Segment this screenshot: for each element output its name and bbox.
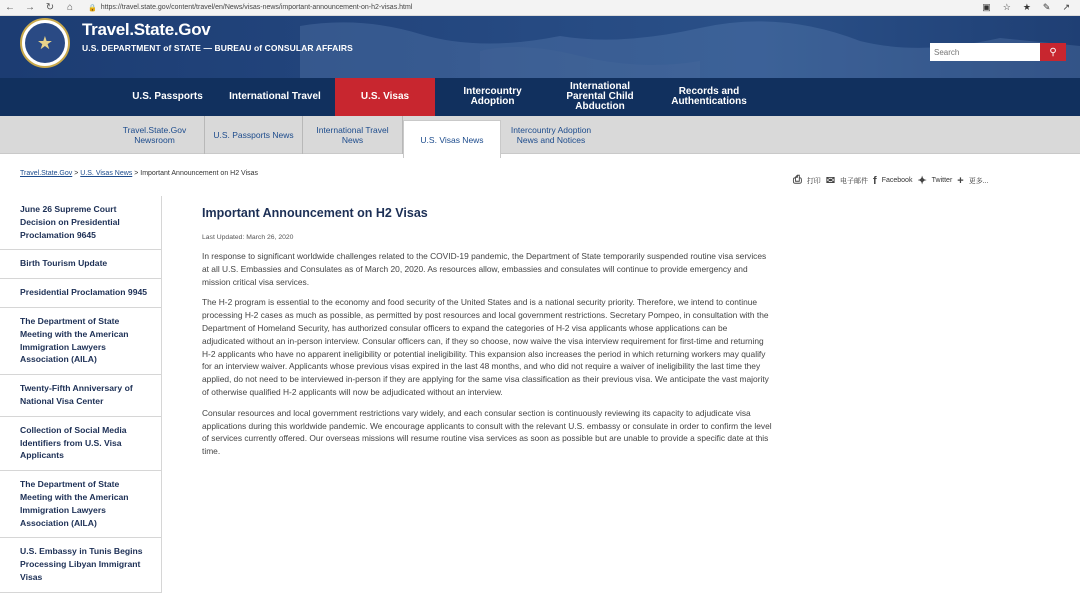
forward-icon[interactable]: → [25,2,35,13]
favorites-list-icon[interactable]: ★ [1022,2,1031,12]
state-department-seal[interactable] [20,18,70,68]
search-button[interactable] [1040,43,1066,61]
share-facebook-label[interactable]: Facebook [881,177,913,184]
sidebar-item[interactable]: June 26 Supreme Court Decision on Presidential Proclamation 9645 [0,196,162,250]
plus-icon[interactable]: + [957,174,964,187]
sidebar-item[interactable]: The Department of State Meeting with the American Immigration Lawyers Association (AILA) [0,471,162,538]
subnav-passports-news[interactable]: U.S. Passports News [205,116,303,154]
breadcrumb-section[interactable]: U.S. Visas News [80,170,133,177]
sidebar-item[interactable]: Collection of Social Media Identifiers from U.S. Visa Applicants [0,417,162,471]
address-bar[interactable] [88,4,982,12]
article-paragraph: The H-2 program is essential to the economy and food security of the United States and is a national security priority. Therefore, we intend to continue processing H-2 cases as much as possible, as permitted by post resources and local government restrictions. Secretary Pompeo, in consultation with the Department of Homeland Security, has authorized consular officers to expand the categories of H-2 visa applicants whose applications can be adjudicated without an in-person interview. Consular officers can, if they so choose, now waive the visa interview requirement for first-time and returning H-2 applicants who have no apparent ineligibility or potential ineligibility. This expansion also increases the period in which returning workers may qualify for an interview waiver. Applicants whose previous visas expired in the last 48 months, and who did not require a waiver of ineligibility the last time they applied, do not need to be interviewed in-person if they are applying for the same visa classification as their previous visa. We anticipate the vast majority of otherwise qualified H-2 applicants will now be adjudicated without an interview. [202,297,769,397]
pen-icon[interactable]: ✎ [1042,2,1051,12]
nav-records-authentications[interactable]: Records and Authentications [671,86,747,107]
facebook-icon[interactable]: f [873,174,877,187]
nav-us-visas[interactable]: U.S. Visas [335,78,435,116]
breadcrumb-separator: > [134,170,139,177]
browser-toolbar [0,0,1080,16]
search-input[interactable] [930,43,1040,61]
article-paragraph: Consular resources and local government restrictions vary widely, and each consular section is continuously reviewing its capacity to adjudicate visa applications during this worldwide pandemic. We encourage applicants to consult with the relevant U.S. embassy or consulate in order to confirm the level of services currently offered. Our overseas missions will resume routine visa services as soon as possible but are unable to provide a specific date at this time. [202,407,772,457]
search-box [930,43,1066,61]
article-content [202,206,772,466]
refresh-icon[interactable]: ↻ [45,2,55,13]
sidebar-item[interactable]: Twenty-Fifth Anniversary of National Visa Center [0,375,162,417]
reader-icon[interactable]: ▣ [982,2,991,12]
last-updated: Last Updated: March 26, 2020 [202,234,294,241]
share-twitter-label[interactable]: Twitter [931,177,953,184]
subnav-adoption-news[interactable]: Intercountry Adoption News and Notices [510,125,592,145]
article-paragraph: In response to significant worldwide challenges related to the COVID-19 pandemic, the Department of State temporarily suspended routine visa services at all U.S. Embassies and Consulates as of March 20, 2020. As resources allow, embassies and consulates will continue to provide emergency and mission critical visa services. [202,251,767,287]
nav-parental-child-abduction[interactable]: International Parental Child Abduction [566,81,634,112]
back-icon[interactable]: ← [5,2,15,13]
share-more-label[interactable]: 更多... [968,177,989,185]
sidebar-item[interactable]: Birth Tourism Update [0,250,162,279]
breadcrumb-current: Important Announcement on H2 Visas [140,170,259,177]
sub-navigation [0,116,1080,154]
nav-us-passports[interactable]: U.S. Passports [132,91,203,102]
subnav-newsroom[interactable]: Travel.State.Gov Newsroom [105,116,205,154]
site-header [0,16,1080,78]
search-icon: ⚲ [1049,46,1057,58]
share-icon[interactable]: ↗ [1062,2,1070,12]
subnav-visas-news[interactable]: U.S. Visas News [403,120,501,158]
sidebar-item[interactable]: Presidential Proclamation 9945 [0,279,162,308]
eagle-icon: ★ [25,23,65,63]
url-text[interactable]: https://travel.state.gov/content/travel/en/News/visas-news/important-announcement-on-h2-visas.html [100,4,413,11]
nav-international-travel[interactable]: International Travel [229,91,321,102]
subnav-travel-news[interactable]: International Travel News [303,116,403,154]
site-subtitle: U.S. DEPARTMENT of STATE — BUREAU of CONSULAR AFFAIRS [82,43,353,53]
favorite-star-icon[interactable]: ☆ [1002,2,1011,12]
share-email-label[interactable]: 电子邮件 [840,177,869,185]
email-icon[interactable]: ✉ [825,175,836,187]
print-icon[interactable]: ⎙ [793,174,802,186]
share-print-label[interactable]: 打印 [806,177,821,185]
breadcrumb-home[interactable]: Travel.State.Gov [20,170,73,177]
share-bar [793,174,989,187]
site-title[interactable]: Travel.State.Gov [82,20,211,39]
article-title: Important Announcement on H2 Visas [202,206,428,220]
home-icon[interactable]: ⌂ [66,2,74,13]
sidebar-item[interactable]: U.S. Embassy in Tunis Begins Processing Libyan Immigrant Visas [0,538,162,592]
breadcrumb-separator: > [74,170,79,177]
related-news-sidebar [0,196,162,593]
twitter-icon[interactable]: ✦ [917,175,927,187]
main-navigation [0,78,1080,116]
lock-icon: 🔒 [88,4,97,12]
nav-intercountry-adoption[interactable]: Intercountry Adoption [463,86,522,107]
sidebar-item[interactable]: The Department of State Meeting with the American Immigration Lawyers Association (AILA) [0,308,162,375]
